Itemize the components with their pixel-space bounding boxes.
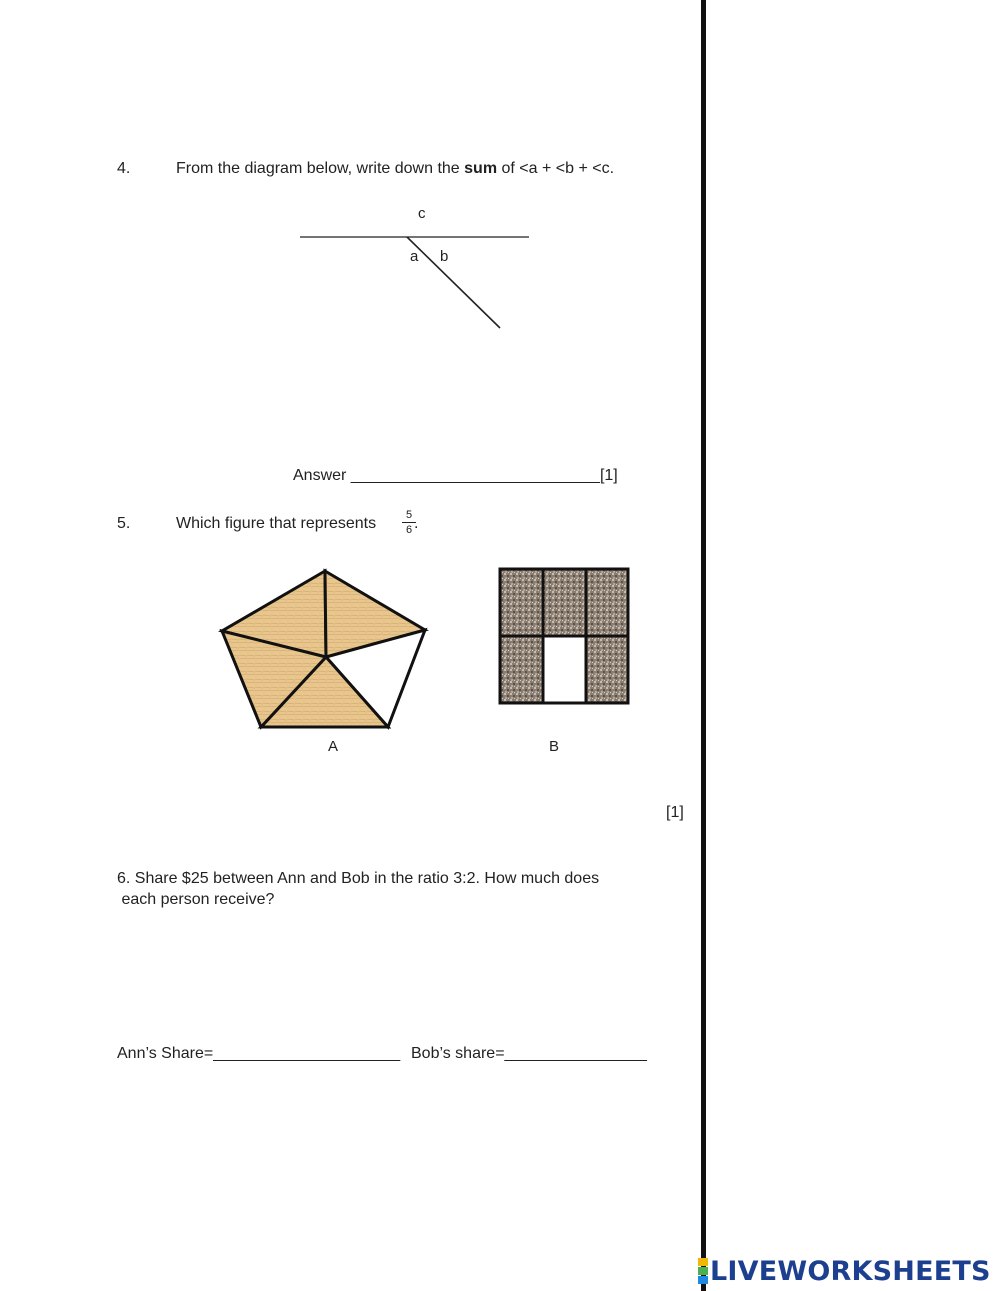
fraction-numerator: 5 xyxy=(405,509,413,521)
fraction-period: . xyxy=(414,515,419,532)
figure-b-label: B xyxy=(549,738,560,755)
logo-mark-icon xyxy=(698,1258,708,1284)
liveworksheets-logo[interactable] xyxy=(698,1256,991,1286)
q4-number: 4. xyxy=(117,160,131,177)
q5-marks: [1] xyxy=(666,804,684,821)
square-cell-1 xyxy=(500,569,543,636)
logo-block-v xyxy=(698,1276,708,1284)
q6-line2: each person receive? xyxy=(117,891,275,908)
bob-share-field[interactable]: Bob’s share=________________ xyxy=(411,1045,647,1062)
square-cell-2 xyxy=(543,569,586,636)
transversal-line xyxy=(407,237,500,328)
label-c: c xyxy=(418,205,426,222)
square-cell-5-unshaded xyxy=(543,636,586,703)
page-margin-line xyxy=(701,0,706,1291)
square-cell-4 xyxy=(500,636,543,703)
figure-a-label: A xyxy=(328,738,339,755)
q5-question: Which figure that represents xyxy=(176,515,377,532)
figure-b-squares[interactable] xyxy=(498,567,631,707)
q4-question xyxy=(176,160,614,178)
q5-number: 5. xyxy=(117,515,131,532)
label-a: a xyxy=(410,248,419,265)
q4-text-bold: sum xyxy=(464,160,498,177)
q4-text-before: From the diagram below, write down the xyxy=(176,160,465,177)
ann-share-field[interactable]: Ann’s Share=_____________________ xyxy=(117,1045,401,1062)
figure-a-pentagon[interactable] xyxy=(215,565,430,735)
label-b: b xyxy=(440,248,449,265)
logo-text: LIVEWORKSHEETS xyxy=(710,1255,991,1287)
square-cell-3 xyxy=(586,569,628,636)
q6-line1: 6. Share $25 between Ann and Bob in the ratio 3:2. How much does xyxy=(117,870,600,887)
q4-answer-line[interactable]: Answer ____________________________[1] xyxy=(293,467,618,484)
logo-block-l xyxy=(698,1258,708,1266)
logo-block-i xyxy=(698,1267,708,1275)
angle-diagram xyxy=(300,230,530,330)
q4-text-after: of <a + <b + <c. xyxy=(497,160,615,177)
fraction-denominator: 6 xyxy=(405,524,413,536)
square-cell-6 xyxy=(586,636,628,703)
